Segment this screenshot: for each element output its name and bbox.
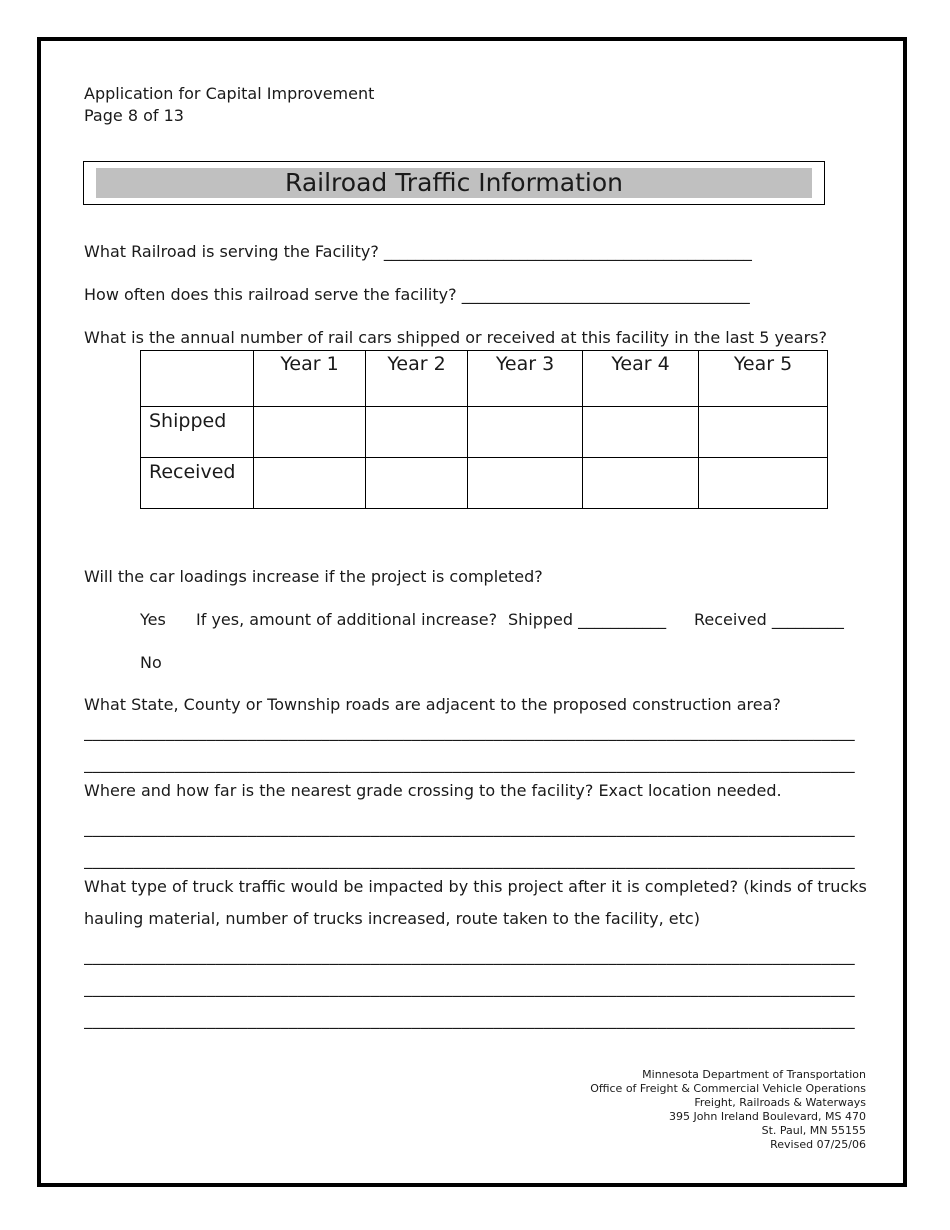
footer-agency: Minnesota Department of Transportation	[642, 1068, 866, 1081]
footer-office: Office of Freight & Commercial Vehicle Operations	[590, 1082, 866, 1095]
year-2-header: Year 2	[366, 351, 468, 407]
yes-option[interactable]: Yes	[140, 610, 166, 629]
rail-cars-table	[140, 350, 828, 509]
table-row	[141, 407, 828, 458]
year-4-header: Year 4	[583, 351, 699, 407]
footer-division: Freight, Railroads & Waterways	[694, 1096, 866, 1109]
answer-line[interactable]: ______________________________________________________________________________________________	[84, 978, 855, 997]
railroad-question[interactable]: What Railroad is serving the Facility? ______________________________________________	[84, 242, 752, 261]
year-1-header: Year 1	[254, 351, 366, 407]
shipped-year-5-cell[interactable]	[699, 407, 828, 458]
footer-address	[590, 1068, 866, 1152]
page-number: Page 8 of 13	[84, 106, 184, 125]
section-title: Railroad Traffic Information	[96, 168, 812, 198]
received-year-1-cell[interactable]	[254, 458, 366, 509]
section-title-box	[83, 161, 825, 205]
shipped-year-3-cell[interactable]	[468, 407, 583, 458]
footer-revised: Revised 07/25/06	[770, 1138, 866, 1151]
no-option[interactable]: No	[140, 653, 162, 672]
answer-line[interactable]: ______________________________________________________________________________________________	[84, 1010, 855, 1029]
answer-line[interactable]: ______________________________________________________________________________________________	[84, 722, 855, 741]
shipped-year-2-cell[interactable]	[366, 407, 468, 458]
table-row	[141, 458, 828, 509]
increase-detail-label: If yes, amount of additional increase?	[196, 610, 498, 629]
answer-line[interactable]: ______________________________________________________________________________________________	[84, 818, 855, 837]
year-3-header: Year 3	[468, 351, 583, 407]
received-year-5-cell[interactable]	[699, 458, 828, 509]
grade-crossing-question: Where and how far is the nearest grade crossing to the facility? Exact location needed.	[84, 781, 782, 800]
frequency-question[interactable]: How often does this railroad serve the facility? ____________________________________	[84, 285, 750, 304]
table-header-row	[141, 351, 828, 407]
shipped-label: Shipped	[141, 407, 254, 458]
year-5-header: Year 5	[699, 351, 828, 407]
rail-cars-question: What is the annual number of rail cars shipped or received at this facility in the last 5 years?	[84, 328, 827, 347]
footer-street: 395 John Ireland Boulevard, MS 470	[668, 1110, 866, 1123]
footer-city: St. Paul, MN 55155	[761, 1124, 866, 1137]
adjacent-roads-question: What State, County or Township roads are adjacent to the proposed construction area?	[84, 695, 781, 714]
truck-traffic-question-continued: hauling material, number of trucks increased, route taken to the facility, etc)	[84, 909, 700, 928]
shipped-increase-field[interactable]: Shipped ___________	[508, 610, 667, 629]
document-title: Application for Capital Improvement	[84, 84, 375, 103]
received-year-3-cell[interactable]	[468, 458, 583, 509]
shipped-year-1-cell[interactable]	[254, 407, 366, 458]
received-label: Received	[141, 458, 254, 509]
truck-traffic-question: What type of truck traffic would be impacted by this project after it is completed? (kinds of trucks	[84, 877, 867, 896]
table-corner	[141, 351, 254, 407]
received-year-4-cell[interactable]	[583, 458, 699, 509]
loading-increase-question: Will the car loadings increase if the project is completed?	[84, 567, 543, 586]
received-year-2-cell[interactable]	[366, 458, 468, 509]
shipped-year-4-cell[interactable]	[583, 407, 699, 458]
received-increase-field[interactable]: Received _________	[694, 610, 844, 629]
answer-line[interactable]: ______________________________________________________________________________________________	[84, 850, 855, 869]
answer-line[interactable]: ______________________________________________________________________________________________	[84, 946, 855, 965]
answer-line[interactable]: ______________________________________________________________________________________________	[84, 754, 855, 773]
